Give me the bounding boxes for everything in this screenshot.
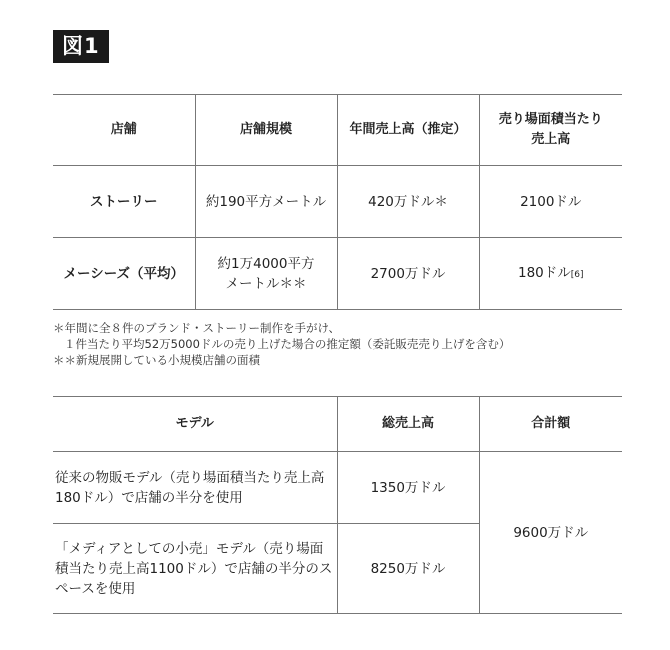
cell-sales-per-area bbox=[479, 238, 622, 310]
header-sum: 合計額 bbox=[479, 397, 622, 452]
header-sales-per-area-text: 売り場面積当たり売上高 bbox=[498, 112, 603, 147]
cell-store: ストーリー bbox=[53, 166, 195, 238]
cell-model: 従来の物販モデル（売り場面積当たり売上高180ドル）で店舗の半分を使用 bbox=[53, 452, 337, 524]
header-store: 店舗 bbox=[53, 95, 195, 166]
table-row bbox=[53, 452, 622, 524]
cell-store: メーシーズ（平均） bbox=[53, 238, 195, 310]
header-annual-sales: 年間売上高（推定） bbox=[337, 95, 479, 166]
table-row bbox=[53, 238, 622, 310]
table-header-row bbox=[53, 95, 622, 166]
header-sales-per-area bbox=[479, 95, 622, 166]
citation: [6] bbox=[570, 269, 584, 280]
cell-total-sales: 1350万ドル bbox=[337, 452, 479, 524]
cell-total-sales: 8250万ドル bbox=[337, 524, 479, 614]
header-total-sales: 総売上高 bbox=[337, 397, 479, 452]
cell-size bbox=[195, 238, 337, 310]
cell-size: 約190平方メートル bbox=[195, 166, 337, 238]
footnotes bbox=[53, 320, 510, 368]
cell-annual-sales: 420万ドル＊ bbox=[337, 166, 479, 238]
cell-model: 「メディアとしての小売」モデル（売り場面積当たり売上高1100ドル）で店舗の半分のスペースを使用 bbox=[53, 524, 337, 614]
header-store-size: 店舗規模 bbox=[195, 95, 337, 166]
figure-label: 図1 bbox=[53, 30, 109, 63]
footnote: １件当たり平均52万5000ドルの売り上げた場合の推定額（委託販売売り上げを含む） bbox=[64, 337, 511, 351]
footnote: ＊年間に全８件のブランド・ストーリー制作を手がけ、 bbox=[53, 321, 341, 335]
table-header-row bbox=[53, 397, 622, 452]
model-comparison-table bbox=[53, 396, 622, 614]
header-model: モデル bbox=[53, 397, 337, 452]
store-comparison-table bbox=[53, 94, 622, 310]
cell-sales-per-area: 2100ドル bbox=[479, 166, 622, 238]
footnote: ＊＊新規展開している小規模店舗の面積 bbox=[53, 353, 260, 367]
cell-sales-per-area-text: 180ドル bbox=[517, 264, 571, 281]
cell-size-text: 約1万4000平方メートル＊＊ bbox=[217, 255, 315, 292]
cell-sum: 9600万ドル bbox=[479, 452, 622, 614]
table-row bbox=[53, 166, 622, 238]
cell-annual-sales: 2700万ドル bbox=[337, 238, 479, 310]
